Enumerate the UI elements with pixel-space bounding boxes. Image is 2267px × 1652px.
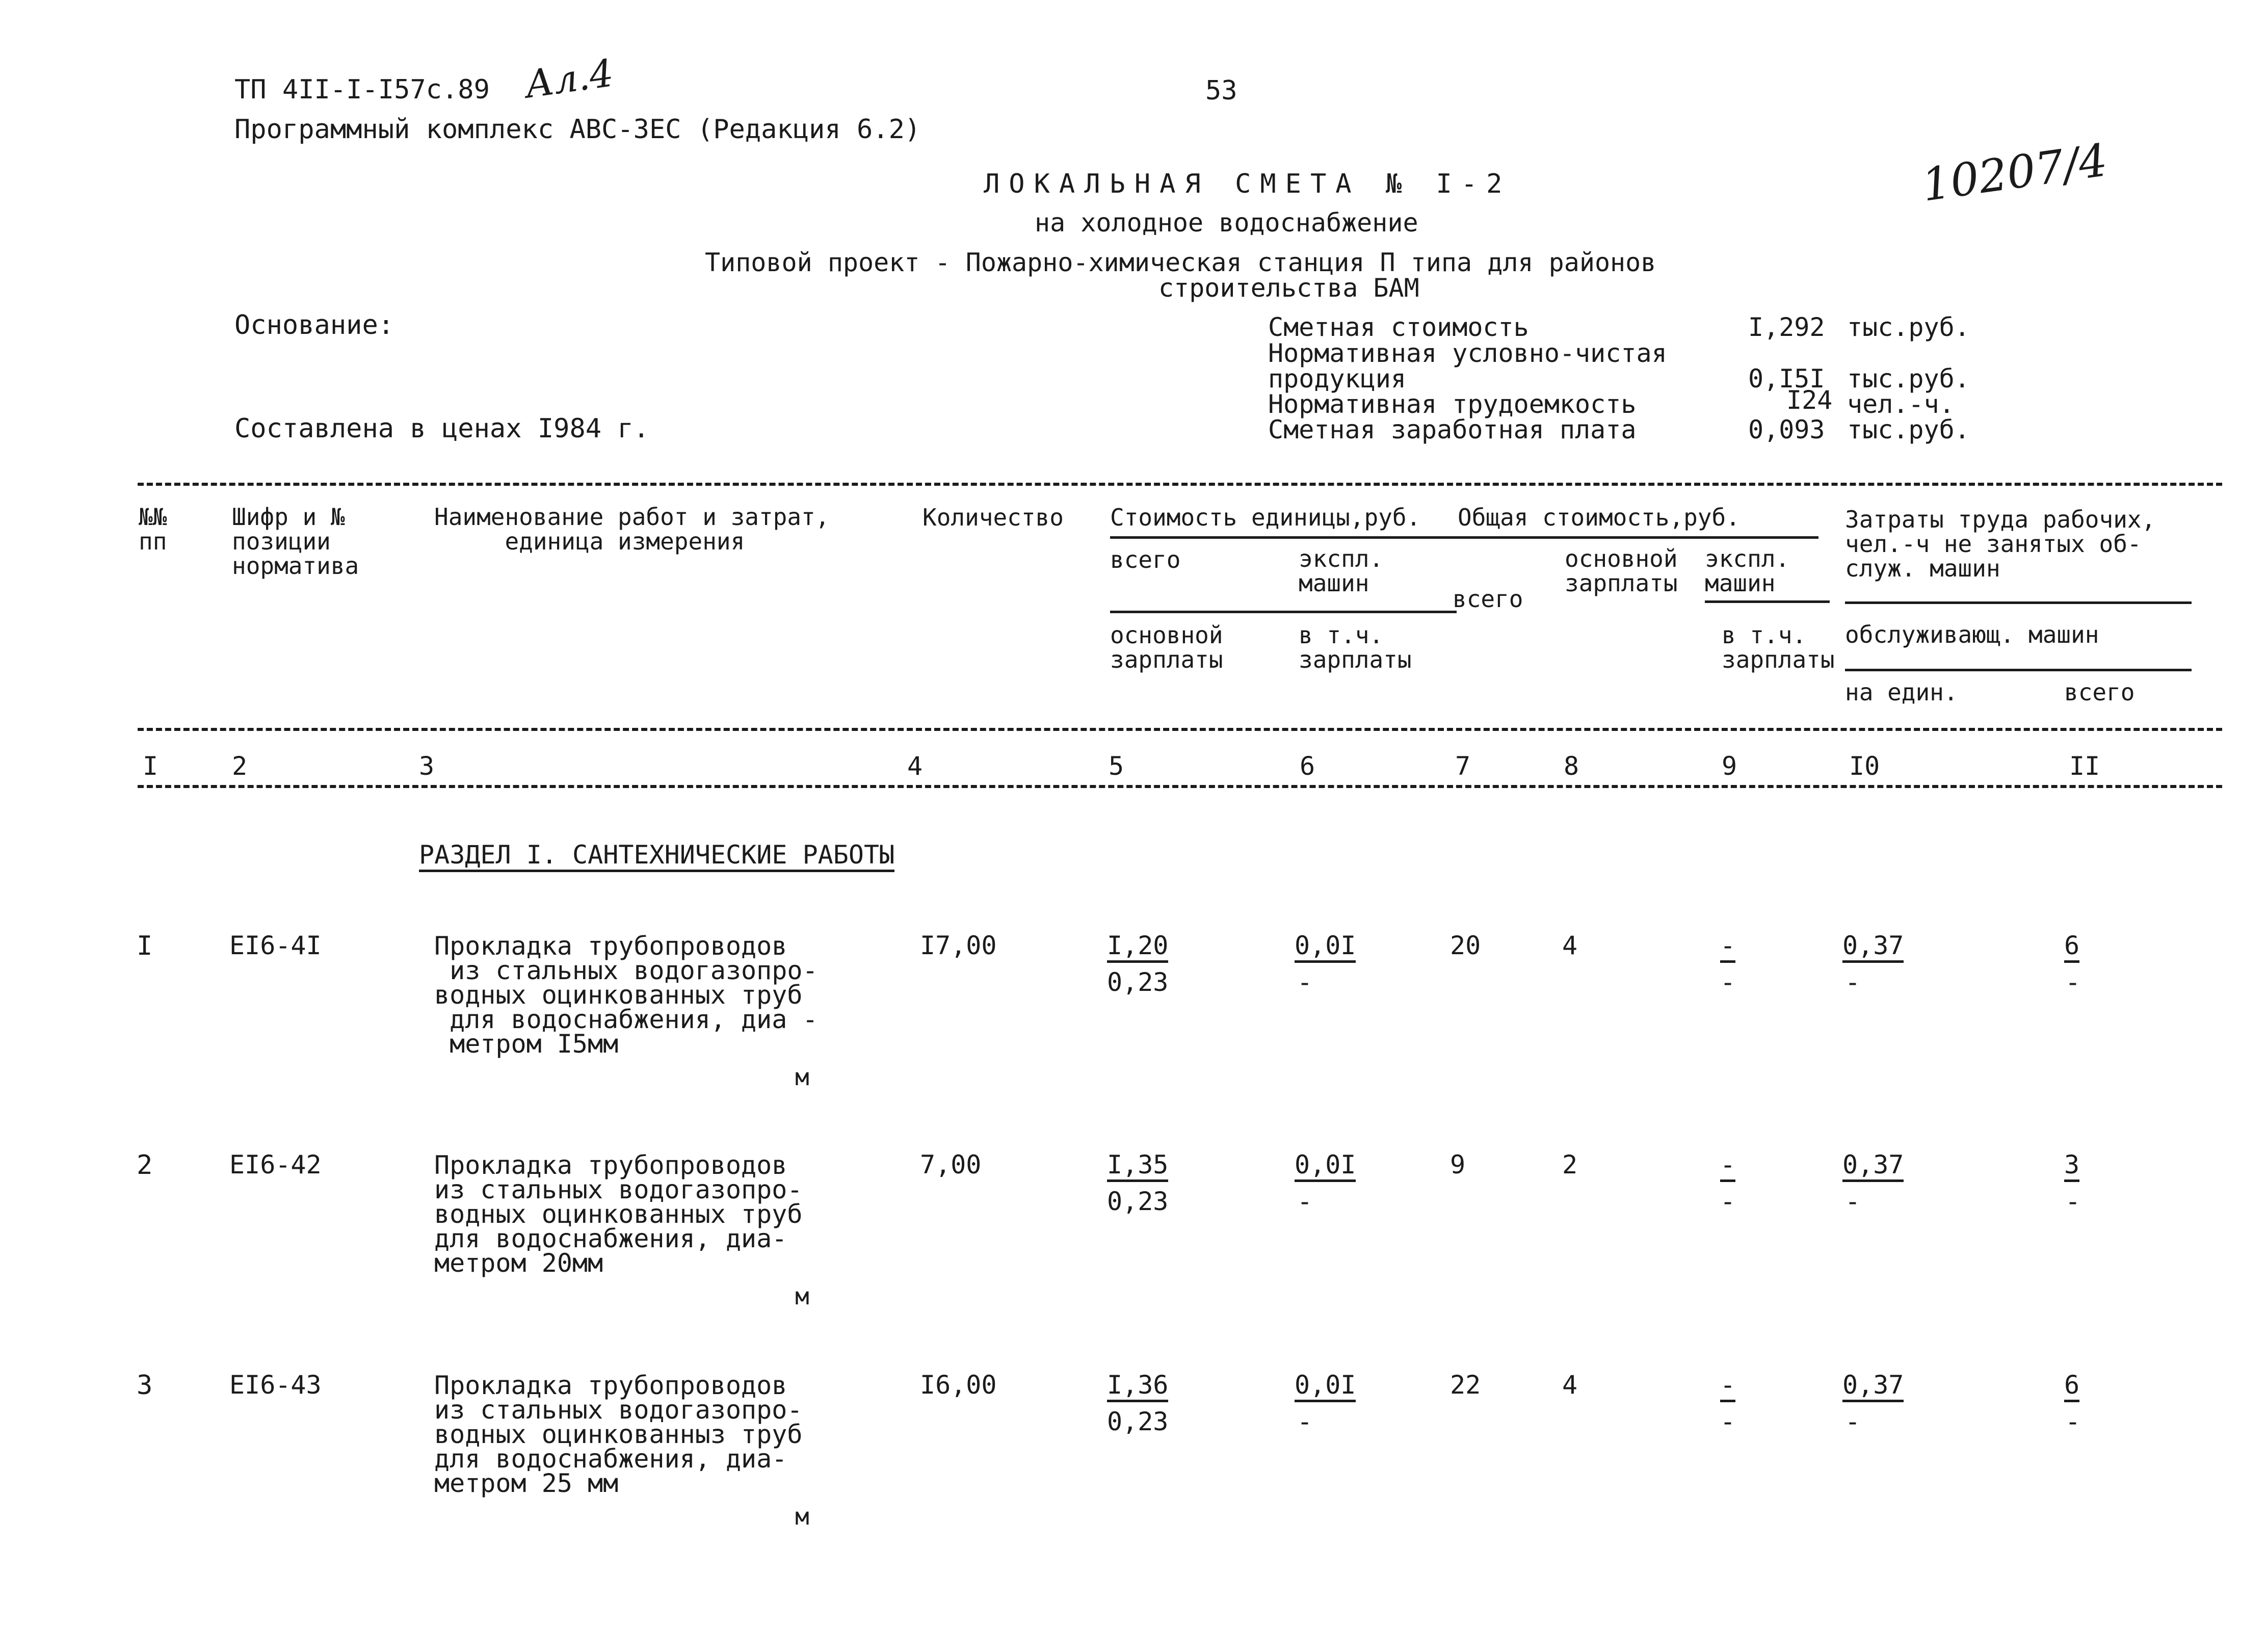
- col-header-number: №№ пп: [139, 503, 167, 555]
- col-number: 4: [907, 751, 923, 781]
- col-number: 8: [1564, 751, 1579, 781]
- info-value-salary: 0,093: [1748, 415, 1825, 444]
- header-top-rule: [138, 483, 2222, 486]
- col-header-labor-total: всего: [2064, 678, 2135, 706]
- row-labor-unit: 0,37: [1842, 933, 1904, 963]
- row-labor-unit-sub: -: [1845, 1407, 1861, 1436]
- row-unit-machines-salary: -: [1297, 967, 1313, 997]
- row-total: 9: [1450, 1150, 1466, 1179]
- handwritten-album-note: Ал.4: [522, 51, 616, 107]
- row-total-salary: 4: [1562, 931, 1578, 960]
- info-label-cost: Сметная стоимость: [1268, 312, 1529, 342]
- row-unit-machines-salary: -: [1297, 1407, 1313, 1436]
- col-number: 2: [232, 751, 248, 781]
- row-total-salary: 2: [1562, 1150, 1578, 1179]
- col-group-labor: Затраты труда рабочих, чел.-ч не занятых об- служ. машин: [1845, 506, 2156, 582]
- labor-machines-rule: [1845, 669, 2192, 671]
- row-unit-total: I,20: [1107, 933, 1168, 963]
- cost-group-rule: [1110, 536, 1818, 539]
- row-labor-unit-sub: -: [1845, 1187, 1861, 1216]
- document-code: ТП 4II-I-I57с.89: [234, 74, 490, 105]
- row-labor-total-sub: -: [2065, 967, 2081, 997]
- row-labor-total: 3: [2064, 1152, 2079, 1182]
- basis-label: Основание:: [234, 310, 394, 340]
- row-name: Прокладка трубопроводов из стальных водогазопро- водных оцинкованных труб для водоснабжения, диа - метром I5мм: [434, 931, 818, 1059]
- row-total-machines: -: [1720, 1372, 1735, 1402]
- row-unit-total: I,35: [1107, 1152, 1168, 1182]
- col-group-total-cost: Общая стоимость,руб.: [1458, 504, 1740, 531]
- row-labor-total-sub: -: [2065, 1187, 2081, 1216]
- row-total-machines-salary: -: [1720, 1407, 1736, 1436]
- row-name: Прокладка трубопроводов из стальных водогазопро- водных оцинкованных труб для водоснабжения, диа- метром 20мм: [434, 1150, 803, 1278]
- row-labor-unit-sub: -: [1845, 967, 1861, 997]
- col-number: I: [143, 751, 159, 781]
- col-number: 5: [1109, 751, 1124, 781]
- prices-label: Составлена в ценах I984 г.: [234, 413, 649, 444]
- info-label-labor: Нормативная трудоемкость: [1268, 389, 1637, 419]
- col-header-unit-total: всего: [1110, 546, 1181, 573]
- software-label: Программный комплекс АВС-ЗЕС (Редакция 6.2): [234, 114, 921, 145]
- col-group-unit-cost: Стоимость единицы,руб.: [1110, 504, 1421, 531]
- row-unit-total: I,36: [1107, 1372, 1168, 1402]
- col-number: 9: [1722, 751, 1737, 781]
- row-unit-machines: 0,0I: [1295, 1152, 1356, 1182]
- info-value-cost: I,292: [1748, 312, 1825, 342]
- info-label-net-production: Нормативная условно-чистая продукция: [1268, 338, 1667, 394]
- row-code: EI6-43: [229, 1370, 322, 1400]
- section-title: РАЗДЕЛ I. САНТЕХНИЧЕСКИЕ РАБОТЫ: [419, 842, 894, 872]
- row-labor-total-sub: -: [2065, 1407, 2081, 1436]
- col-header-quantity: Количество: [922, 504, 1064, 531]
- row-number: I: [137, 931, 153, 961]
- row-quantity: I7,00: [920, 931, 997, 960]
- row-total-salary: 4: [1562, 1370, 1578, 1400]
- col-header-code: Шифр и № позиции норматива: [232, 503, 359, 580]
- col-number: 7: [1455, 751, 1471, 781]
- row-unit-machines: 0,0I: [1295, 1372, 1356, 1402]
- header-bottom-rule: [138, 728, 2222, 731]
- col-number: II: [2069, 751, 2100, 781]
- handwritten-document-id: 10207/4: [1918, 134, 2111, 212]
- labor-group-rule: [1845, 601, 2192, 604]
- unit-cost-sub-rule: [1110, 611, 1457, 613]
- row-unit-salary: 0,23: [1107, 1187, 1169, 1216]
- row-unit-machines-salary: -: [1297, 1187, 1313, 1216]
- col-header-unit-machines: экспл. машин: [1299, 545, 1384, 597]
- col-header-unit-incl-salary: в т.ч. зарплаты: [1299, 621, 1412, 673]
- column-numbers-rule: [138, 785, 2222, 788]
- row-total-machines-salary: -: [1720, 1187, 1736, 1216]
- row-number: 3: [137, 1370, 153, 1401]
- row-labor-unit: 0,37: [1842, 1152, 1904, 1182]
- info-unit-net-production: тыс.руб.: [1847, 364, 1970, 394]
- row-labor-total: 6: [2064, 933, 2079, 963]
- row-labor-unit: 0,37: [1842, 1372, 1904, 1402]
- info-unit-labor: чел.-ч.: [1847, 389, 1955, 419]
- row-unit-machines: 0,0I: [1295, 933, 1356, 963]
- info-label-salary: Сметная заработная плата: [1268, 415, 1637, 444]
- estimate-subtitle: на холодное водоснабжение: [1035, 208, 1418, 238]
- estimate-title: ЛОКАЛЬНАЯ СМЕТА № I-2: [984, 169, 1512, 199]
- col-header-unit-base-salary: основной зарплаты: [1110, 621, 1223, 673]
- col-header-labor-per-unit: на един.: [1845, 678, 1958, 706]
- row-unit: м: [795, 1503, 809, 1530]
- row-unit: м: [795, 1282, 809, 1310]
- info-value-net-production: 0,I5I: [1748, 364, 1825, 394]
- col-header-total-base-salary: основной зарплаты: [1565, 545, 1678, 597]
- col-header-total-incl-salary: в т.ч. зарплаты: [1722, 621, 1835, 673]
- col-number: 3: [419, 751, 435, 781]
- info-unit-salary: тыс.руб.: [1847, 415, 1970, 444]
- row-total: 22: [1450, 1370, 1481, 1400]
- row-name: Прокладка трубопроводов из стальных водогазопро- водных оцинкованныз труб для водоснабжения, диа- метром 25 мм: [434, 1371, 803, 1498]
- row-total-machines: -: [1720, 933, 1735, 963]
- info-unit-cost: тыс.руб.: [1847, 312, 1970, 342]
- row-code: EI6-4I: [229, 931, 322, 960]
- page-number: 53: [1205, 75, 1237, 106]
- col-header-total-all: всего: [1453, 585, 1523, 613]
- row-labor-total: 6: [2064, 1372, 2079, 1402]
- row-total-machines-salary: -: [1720, 967, 1736, 997]
- project-name-cont: строительства БАМ: [1158, 273, 1419, 303]
- info-value-labor: I24: [1786, 385, 1833, 415]
- col-header-labor-machines: обслуживающ. машин: [1845, 621, 2099, 648]
- row-total: 20: [1450, 931, 1481, 960]
- col-number: I0: [1849, 751, 1880, 781]
- row-unit-salary: 0,23: [1107, 1407, 1169, 1436]
- col-number: 6: [1300, 751, 1315, 781]
- total-machines-rule: [1705, 600, 1830, 603]
- row-unit: м: [795, 1063, 809, 1091]
- row-number: 2: [137, 1150, 153, 1181]
- row-code: EI6-42: [229, 1150, 322, 1179]
- row-unit-salary: 0,23: [1107, 967, 1169, 997]
- col-header-total-machines: экспл. машин: [1705, 545, 1790, 597]
- col-header-name: Наименование работ и затрат, единица измерения: [434, 503, 830, 555]
- project-name: Типовой проект - Пожарно-химическая станция П типа для районов: [705, 248, 1656, 277]
- row-total-machines: -: [1720, 1152, 1735, 1182]
- row-quantity: 7,00: [920, 1150, 982, 1179]
- row-quantity: I6,00: [920, 1370, 997, 1400]
